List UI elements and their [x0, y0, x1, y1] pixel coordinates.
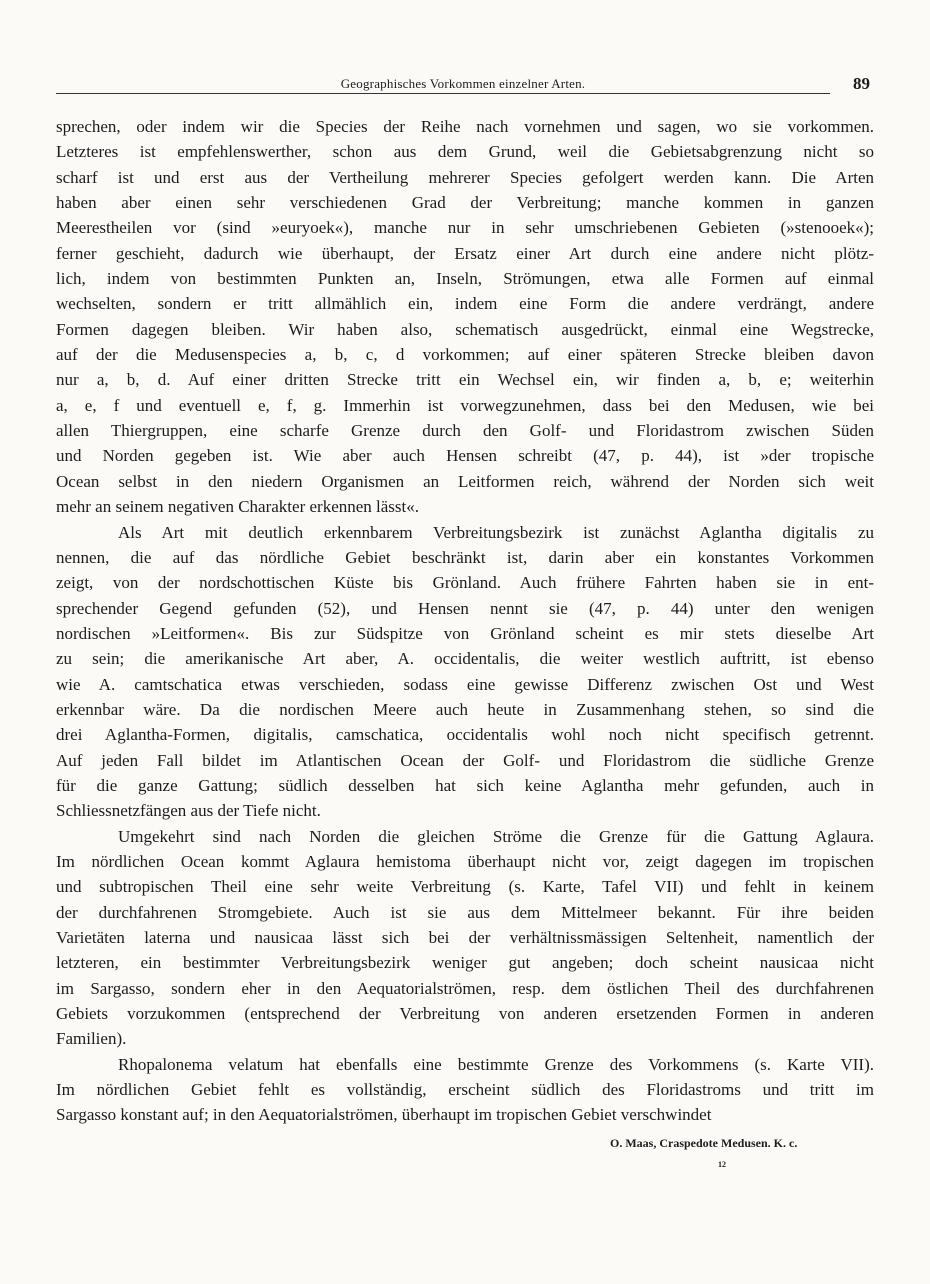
text-line: allen Thiergruppen, eine scharfe Grenze durch den Golf- und Floridastrom zwischen Süden [56, 421, 874, 441]
text-line: Formen dagegen bleiben. Wir haben also, schematisch ausgedrückt, einmal eine Wegstrecke, [56, 319, 874, 339]
text-line: Umgekehrt sind nach Norden die gleichen Ströme die Grenze für die Gattung Aglaura. [118, 826, 874, 846]
text-line: auf der die Medusenspecies a, b, c, d vorkommen; auf einer späteren Strecke bleiben davon [56, 345, 874, 365]
text-line: zu sein; die amerikanische Art aber, A. occidentalis, die weiter westlich auftritt, ist ebenso [56, 649, 874, 669]
text-line: erkennbar wäre. Da die nordischen Meere auch heute in Zusammenhang stehen, so sind die [56, 699, 874, 719]
text-line: Im nördlichen Gebiet fehlt es vollständig, erscheint südlich des Floridastroms und tritt im [56, 1080, 874, 1100]
text-line: drei Aglantha-Formen, digitalis, camschatica, occidentalis wohl noch nicht specifisch getrennt. [56, 725, 874, 745]
paragraph [56, 114, 874, 520]
text-line: Meerestheilen vor (sind »euryoek«), manche nur in sehr umschriebenen Gebieten (»stenooek«); [56, 218, 874, 238]
running-title: Geographisches Vorkommen einzelner Arten. [340, 76, 586, 91]
sheet-number: 12 [718, 1160, 726, 1169]
text-line: Schliessnetzfängen aus der Tiefe nicht. [56, 801, 321, 821]
text-line: und Norden gegeben ist. Wie aber auch Hensen schreibt (47, p. 44), ist »der tropische [56, 446, 874, 466]
text-line: nennen, die auf das nördliche Gebiet beschränkt ist, darin aber ein konstantes Vorkommen [56, 547, 874, 567]
text-line: sprechender Gegend gefunden (52), und Hensen nennt sie (47, p. 44) unter den wenigen [56, 598, 874, 618]
text-line: der durchfahrenen Stromgebiete. Auch ist sie aus dem Mittelmeer bekannt. Für ihre beiden [56, 902, 874, 922]
text-line: letzteren, ein bestimmter Verbreitungsbezirk weniger gut angeben; doch scheint nausicaa nicht [56, 953, 874, 973]
text-line: zeigt, von der nordschottischen Küste bis Grönland. Auch frühere Fahrten haben sie in ent- [56, 573, 874, 593]
running-header [56, 72, 870, 96]
text-line: scharf ist und erst aus der Vertheilung mehrerer Species gefolgert werden kann. Die Arten [56, 167, 874, 187]
text-line: ferner geschieht, dadurch wie überhaupt, der Ersatz einer Art durch eine andere nicht plötz- [56, 243, 874, 263]
text-line: Familien). [56, 1029, 127, 1049]
paragraph [56, 824, 874, 1052]
paragraph [56, 520, 874, 824]
text-line: Gebiets vorzukommen (entsprechend der Verbreitung von anderen ersetzenden Formen in anderen [56, 1004, 874, 1024]
header-rule [56, 93, 830, 94]
text-line: Im nördlichen Ocean kommt Aglaura hemistoma überhaupt nicht vor, zeigt dagegen im tropischen [56, 851, 874, 871]
text-line: Ocean selbst in den niedern Organismen an Leitformen reich, während der Norden sich weit [56, 471, 874, 491]
text-line: a, e, f und eventuell e, f, g. Immerhin ist vorwegzunehmen, dass bei den Medusen, wie bei [56, 395, 874, 415]
text-line: und subtropischen Theil eine sehr weite Verbreitung (s. Karte, Tafel VII) und fehlt in keinem [56, 877, 874, 897]
text-line: Als Art mit deutlich erkennbarem Verbreitungsbezirk ist zunächst Aglantha digitalis zu [118, 522, 874, 542]
text-line: wechselten, sondern er tritt allmählich ein, indem eine Form die andere verdrängt, andere [56, 294, 874, 314]
text-line: Varietäten laterna und nausicaa lässt sich bei der verhältnissmässigen Seltenheit, namentlich der [56, 928, 874, 947]
body-text [56, 114, 874, 1128]
text-line: nur a, b, d. Auf einer dritten Strecke tritt ein Wechsel ein, wir finden a, b, e; weiterhin [56, 370, 874, 390]
text-line: lich, indem von bestimmten Punkten an, Inseln, Strömungen, etwa alle Formen auf einmal [56, 269, 874, 289]
text-line: Letzteres ist empfehlenswerther, schon aus dem Grund, weil die Gebietsabgrenzung nicht so [56, 142, 874, 162]
text-line: für die ganze Gattung; südlich desselben hat sich keine Aglantha mehr gefunden, auch in [56, 775, 874, 795]
text-line: nordischen »Leitformen«. Bis zur Südspitze von Grönland scheint es mir stets dieselbe Art [56, 623, 874, 643]
page-number: 89 [853, 74, 870, 93]
text-line: wie A. camtschatica etwas verschieden, sodass eine gewisse Differenz zwischen Ost und West [56, 674, 874, 694]
text-line: im Sargasso, sondern eher in den Aequatorialströmen, resp. dem östlichen Theil des durchfahrenen [56, 978, 874, 998]
text-line: Auf jeden Fall bildet im Atlantischen Ocean der Golf- und Floridastrom die südliche Grenze [56, 750, 874, 770]
text-line: mehr an seinem negativen Charakter erkennen lässt«. [56, 497, 420, 517]
text-line: haben aber einen sehr verschiedenen Grad der Verbreitung; manche kommen in ganzen [56, 193, 874, 213]
text-line: sprechen, oder indem wir die Species der Reihe nach vornehmen und sagen, wo sie vorkommen. [56, 117, 874, 136]
signature-reference: O. Maas, Craspedote Medusen. K. c. [610, 1136, 798, 1150]
text-line: Sargasso konstant auf; in den Aequatorialströmen, überhaupt im tropischen Gebiet verschwindet [56, 1105, 712, 1125]
text-line: Rhopalonema velatum hat ebenfalls eine bestimmte Grenze des Vorkommens (s. Karte VII). [118, 1054, 874, 1074]
paragraph [56, 1052, 874, 1128]
